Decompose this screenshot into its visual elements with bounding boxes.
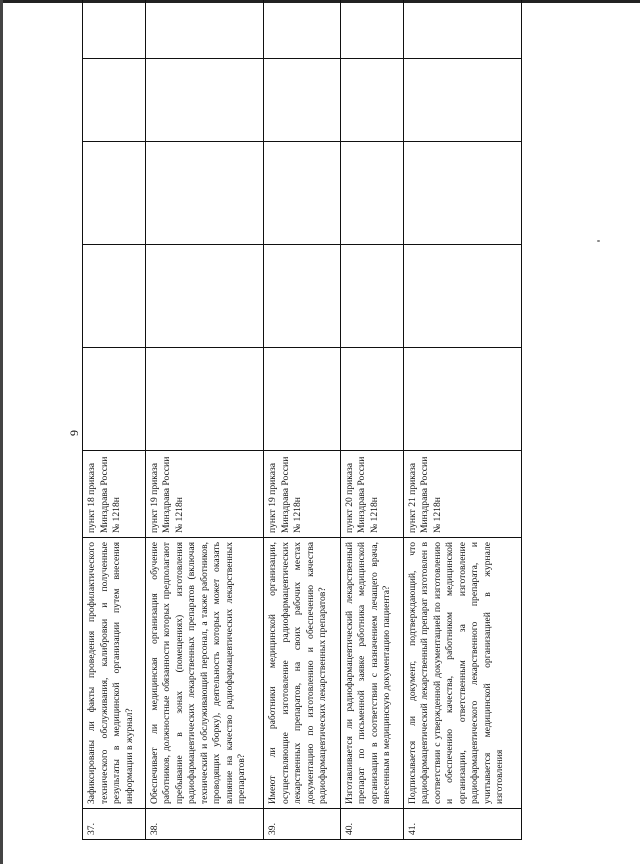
reference-cell: пункт 18 приказа Минздрава России № 1218н [83, 451, 146, 538]
empty-cell [340, 245, 403, 348]
question-cell: Подписывается ли документ, подтверждающий, что радиофармацевтический лекарственный препарат изготовлен в соответствии с утвержденной документацией по изготовлению и обеспечению качества, работником медицинской организации, ответственным за изготовление радиофармацевтического лекарственного препарата, и учитывается медицинской организацией в журнале изготовления [403, 538, 521, 809]
checklist-table [82, 0, 522, 840]
empty-cell [264, 59, 341, 142]
empty-cell [83, 348, 146, 451]
empty-cell [340, 142, 403, 245]
empty-cell [340, 348, 403, 451]
empty-cell [264, 142, 341, 245]
table-row [340, 0, 403, 840]
empty-cell [83, 0, 146, 59]
empty-cell [145, 0, 263, 59]
empty-cell [340, 0, 403, 59]
rotated-table-container [82, 10, 522, 840]
empty-cell [83, 142, 146, 245]
empty-cell [83, 245, 146, 348]
row-number: 39. [264, 809, 341, 840]
empty-cell [145, 59, 263, 142]
question-cell: Изготавливается ли радиофармацевтический лекарственный препарат по письменной заявке работника медицинской организации в соответствии с назначением лечащего врача, внесенным в медицинскую документацию пациента? [340, 538, 403, 809]
table-row [145, 0, 263, 840]
empty-cell [83, 59, 146, 142]
empty-cell [403, 0, 521, 59]
empty-cell [145, 245, 263, 348]
empty-cell [264, 0, 341, 59]
page-number: 9 [67, 430, 81, 436]
reference-cell: пункт 19 приказа Минздрава России № 1218н [264, 451, 341, 538]
empty-cell [403, 348, 521, 451]
empty-cell [403, 142, 521, 245]
row-number: 38. [145, 809, 263, 840]
table-row [403, 0, 521, 840]
question-cell: Имеют ли работники медицинской организации, осуществляющие изготовление радиофармацевтических лекарственных препаратов, на своих рабочих местах документацию по изготовлению и обеспечению качества радиофармацевтических лекарственных препаратов? [264, 538, 341, 809]
empty-cell [264, 245, 341, 348]
table-row [83, 0, 146, 840]
row-number: 37. [83, 809, 146, 840]
reference-cell: пункт 21 приказа Минздрава России № 1218н [403, 451, 521, 538]
row-number: 41. [403, 809, 521, 840]
empty-cell [264, 348, 341, 451]
empty-cell [340, 59, 403, 142]
question-cell: Зафиксированы ли факты проведения профилактического технического обслуживания, калибровки и полученные результаты в медицинской организации путем внесения информации в журнал? [83, 538, 146, 809]
empty-cell [403, 245, 521, 348]
scan-speck [597, 240, 600, 242]
question-cell: Обеспечивает ли медицинская организация обучение работников, должностные обязанности которых предполагают пребывание в зонах (помещениях) изготовления радиофармацевтических лекарственных препаратов (включая технический и обслуживающий персонал, а также работников, проводящих уборку), деятельность которых может оказать влияние на качество радиофармацевтических лекарственных препаратов? [145, 538, 263, 809]
empty-cell [145, 348, 263, 451]
empty-cell [403, 59, 521, 142]
empty-cell [145, 142, 263, 245]
scan-edge-left [0, 0, 3, 864]
reference-cell: пункт 19 приказа Минздрава России № 1218н [145, 451, 263, 538]
reference-cell: пункт 20 приказа Минздрава России № 1218н [340, 451, 403, 538]
row-number: 40. [340, 809, 403, 840]
table-row [264, 0, 341, 840]
